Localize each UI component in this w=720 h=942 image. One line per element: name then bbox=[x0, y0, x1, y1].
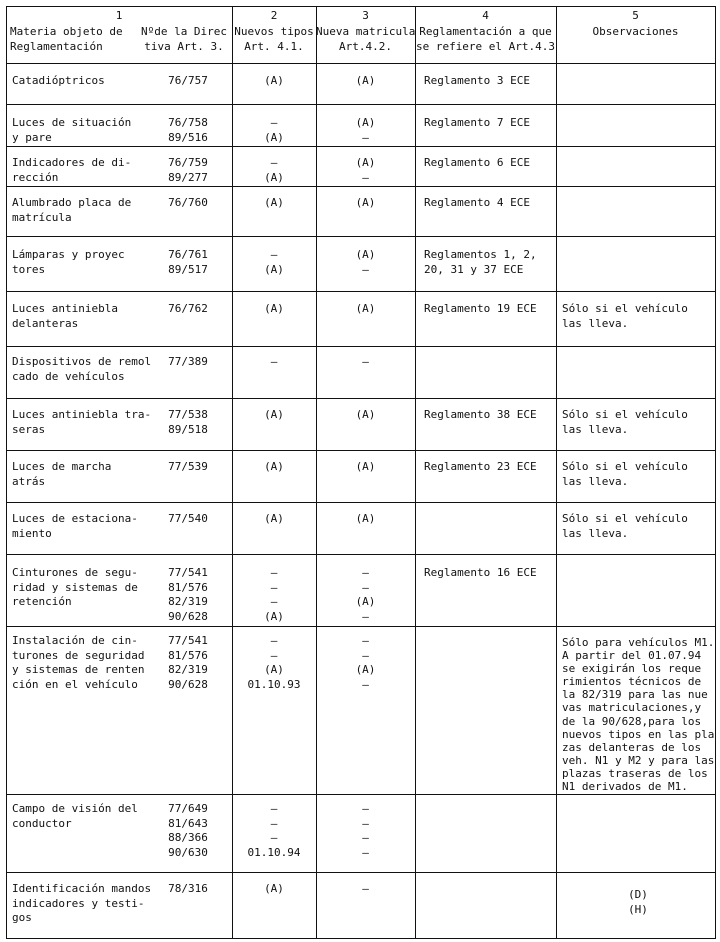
cell-reglamentacion: Reglamento 38 ECE bbox=[424, 408, 537, 421]
header-observaciones: Observaciones bbox=[592, 25, 679, 38]
cell-nuevos-tipos: (A) bbox=[264, 302, 284, 315]
cell-directiva: 76/760 bbox=[168, 196, 208, 209]
cell-observaciones: Sólo si el vehículo las lleva. bbox=[562, 408, 688, 436]
row-divider bbox=[6, 938, 716, 939]
header-directiva: Nºde la Direc tiva Art. 3. bbox=[140, 25, 228, 53]
cell-directiva: 76/758 89/516 bbox=[168, 116, 208, 144]
cell-nueva-matricula: (A) bbox=[355, 302, 376, 315]
cell-nueva-matricula: (A) bbox=[355, 408, 376, 421]
cell-directiva: 77/538 89/518 bbox=[168, 408, 208, 436]
row-divider bbox=[6, 186, 716, 187]
cell-nuevos-tipos: – (A) bbox=[264, 156, 284, 184]
cell-nueva-matricula: (A) – bbox=[355, 248, 376, 276]
cell-materia: Luces de estaciona- miento bbox=[12, 512, 138, 540]
cell-reglamentacion: Reglamento 19 ECE bbox=[424, 302, 537, 315]
cell-directiva: 78/316 bbox=[168, 882, 208, 895]
cell-materia: Alumbrado placa de matrícula bbox=[12, 196, 132, 224]
cell-reglamentacion: Reglamento 23 ECE bbox=[424, 460, 537, 473]
cell-nuevos-tipos: (A) bbox=[264, 74, 284, 87]
header-divider bbox=[6, 63, 716, 64]
cell-directiva: 76/759 89/277 bbox=[168, 156, 208, 184]
row-divider bbox=[6, 450, 716, 451]
cell-directiva: 76/757 bbox=[168, 74, 208, 87]
cell-directiva: 77/541 81/576 82/319 90/628 bbox=[168, 566, 208, 623]
cell-nueva-matricula: – – – – bbox=[362, 802, 369, 859]
row-divider bbox=[6, 626, 716, 627]
cell-materia: Luces de marcha atrás bbox=[12, 460, 112, 488]
cell-materia: Identificación mandos indicadores y testi- gos bbox=[12, 882, 152, 924]
cell-reglamentacion: Reglamento 4 ECE bbox=[424, 196, 530, 209]
cell-reglamentacion: Reglamento 7 ECE bbox=[424, 116, 530, 129]
cell-nueva-matricula: – – (A) – bbox=[355, 634, 376, 691]
header-materia: Materia objeto de Reglamentación bbox=[10, 25, 123, 53]
cell-materia: Cinturones de segu- ridad y sistemas de retención bbox=[12, 566, 138, 608]
cell-directiva: 76/762 bbox=[168, 302, 208, 315]
cell-nuevos-tipos: – – (A) 01.10.93 bbox=[247, 634, 301, 691]
cell-nueva-matricula: (A) – bbox=[355, 156, 376, 184]
cell-nuevos-tipos: – – – (A) bbox=[264, 566, 284, 623]
cell-reglamentacion: Reglamento 6 ECE bbox=[424, 156, 530, 169]
cell-nuevos-tipos: (A) bbox=[264, 196, 284, 209]
cell-observaciones: Sólo si el vehículo las lleva. bbox=[562, 512, 688, 540]
header-nuevos-tipos: Nuevos tipos Art. 4.1. bbox=[234, 25, 314, 53]
cell-reglamentacion: Reglamento 16 ECE bbox=[424, 566, 537, 579]
cell-observaciones: Sólo si el vehículo las lleva. bbox=[562, 302, 688, 330]
row-divider bbox=[6, 236, 716, 237]
cell-nuevos-tipos: (A) bbox=[264, 512, 284, 525]
cell-nuevos-tipos: (A) bbox=[264, 882, 284, 895]
column-number-3: 3 bbox=[362, 9, 369, 22]
row-divider bbox=[6, 502, 716, 503]
cell-nuevos-tipos: – (A) bbox=[264, 116, 284, 144]
row-divider bbox=[6, 872, 716, 873]
cell-materia: Luces antiniebla delanteras bbox=[12, 302, 118, 330]
row-divider bbox=[6, 794, 716, 795]
cell-nueva-matricula: – bbox=[362, 882, 369, 895]
cell-nuevos-tipos: (A) bbox=[264, 460, 284, 473]
cell-reglamentacion: Reglamento 3 ECE bbox=[424, 74, 530, 87]
header-reglamentacion: Reglamentación a que se refiere el Art.4.3 bbox=[415, 25, 556, 53]
column-number-5: 5 bbox=[632, 9, 639, 22]
row-divider bbox=[6, 146, 716, 147]
cell-directiva: 77/540 bbox=[168, 512, 208, 525]
cell-nuevos-tipos: (A) bbox=[264, 408, 284, 421]
cell-nueva-matricula: (A) bbox=[355, 460, 376, 473]
cell-directiva: 77/649 81/643 88/366 90/630 bbox=[168, 802, 208, 859]
cell-nueva-matricula: – bbox=[362, 355, 369, 368]
header-nueva-matricula: Nueva matricula Art.4.2. bbox=[316, 25, 416, 53]
column-number-2: 2 bbox=[270, 9, 278, 22]
cell-reglamentacion: Reglamentos 1, 2, 20, 31 y 37 ECE bbox=[424, 248, 537, 276]
cell-materia: Instalación de cin- turones de seguridad y sistemas de renten ción en el vehículo bbox=[12, 634, 145, 691]
cell-materia: Dispositivos de remol cado de vehículos bbox=[12, 355, 152, 383]
cell-nueva-matricula: (A) – bbox=[355, 116, 376, 144]
cell-observaciones: (D) (H) bbox=[628, 888, 648, 916]
row-divider bbox=[6, 104, 716, 105]
cell-materia: Lámparas y proyec tores bbox=[12, 248, 125, 276]
cell-observaciones: Sólo si el vehículo las lleva. bbox=[562, 460, 688, 488]
cell-directiva: 77/541 81/576 82/319 90/628 bbox=[168, 634, 208, 691]
row-divider bbox=[6, 554, 716, 555]
row-divider bbox=[6, 346, 716, 347]
cell-materia: Luces antiniebla tra- seras bbox=[12, 408, 152, 436]
row-divider bbox=[6, 398, 716, 399]
cell-nuevos-tipos: – bbox=[270, 355, 278, 368]
column-number-1: 1 bbox=[115, 9, 123, 22]
cell-materia: Luces de situación y pare bbox=[12, 116, 132, 144]
cell-materia: Catadióptricos bbox=[12, 74, 105, 87]
cell-directiva: 76/761 89/517 bbox=[168, 248, 208, 276]
row-divider bbox=[6, 291, 716, 292]
cell-nueva-matricula: (A) bbox=[355, 512, 376, 525]
cell-observaciones: Sólo para vehículos M1. A partir del 01.07.94 se exigirán los reque rimientos técnicos de la 82/319 para las nue vas matriculaciones,y de la 90/628,para los nuevos tipos en las pla zas delanteras de los veh. N1 y M2 y para las plazas traseras de los N1 derivados de M1. bbox=[562, 636, 715, 794]
cell-materia: Indicadores de di- rección bbox=[12, 156, 132, 184]
cell-nuevos-tipos: – – – 01.10.94 bbox=[247, 802, 301, 859]
cell-nueva-matricula: – – (A) – bbox=[355, 566, 376, 623]
table-border-top bbox=[6, 6, 716, 7]
cell-nueva-matricula: (A) bbox=[355, 74, 376, 87]
cell-nueva-matricula: (A) bbox=[355, 196, 376, 209]
cell-directiva: 77/539 bbox=[168, 460, 208, 473]
cell-directiva: 77/389 bbox=[168, 355, 208, 368]
regulation-table bbox=[6, 6, 716, 938]
cell-materia: Campo de visión del conductor bbox=[12, 802, 138, 830]
cell-nuevos-tipos: – (A) bbox=[264, 248, 284, 276]
column-number-4: 4 bbox=[482, 9, 489, 22]
